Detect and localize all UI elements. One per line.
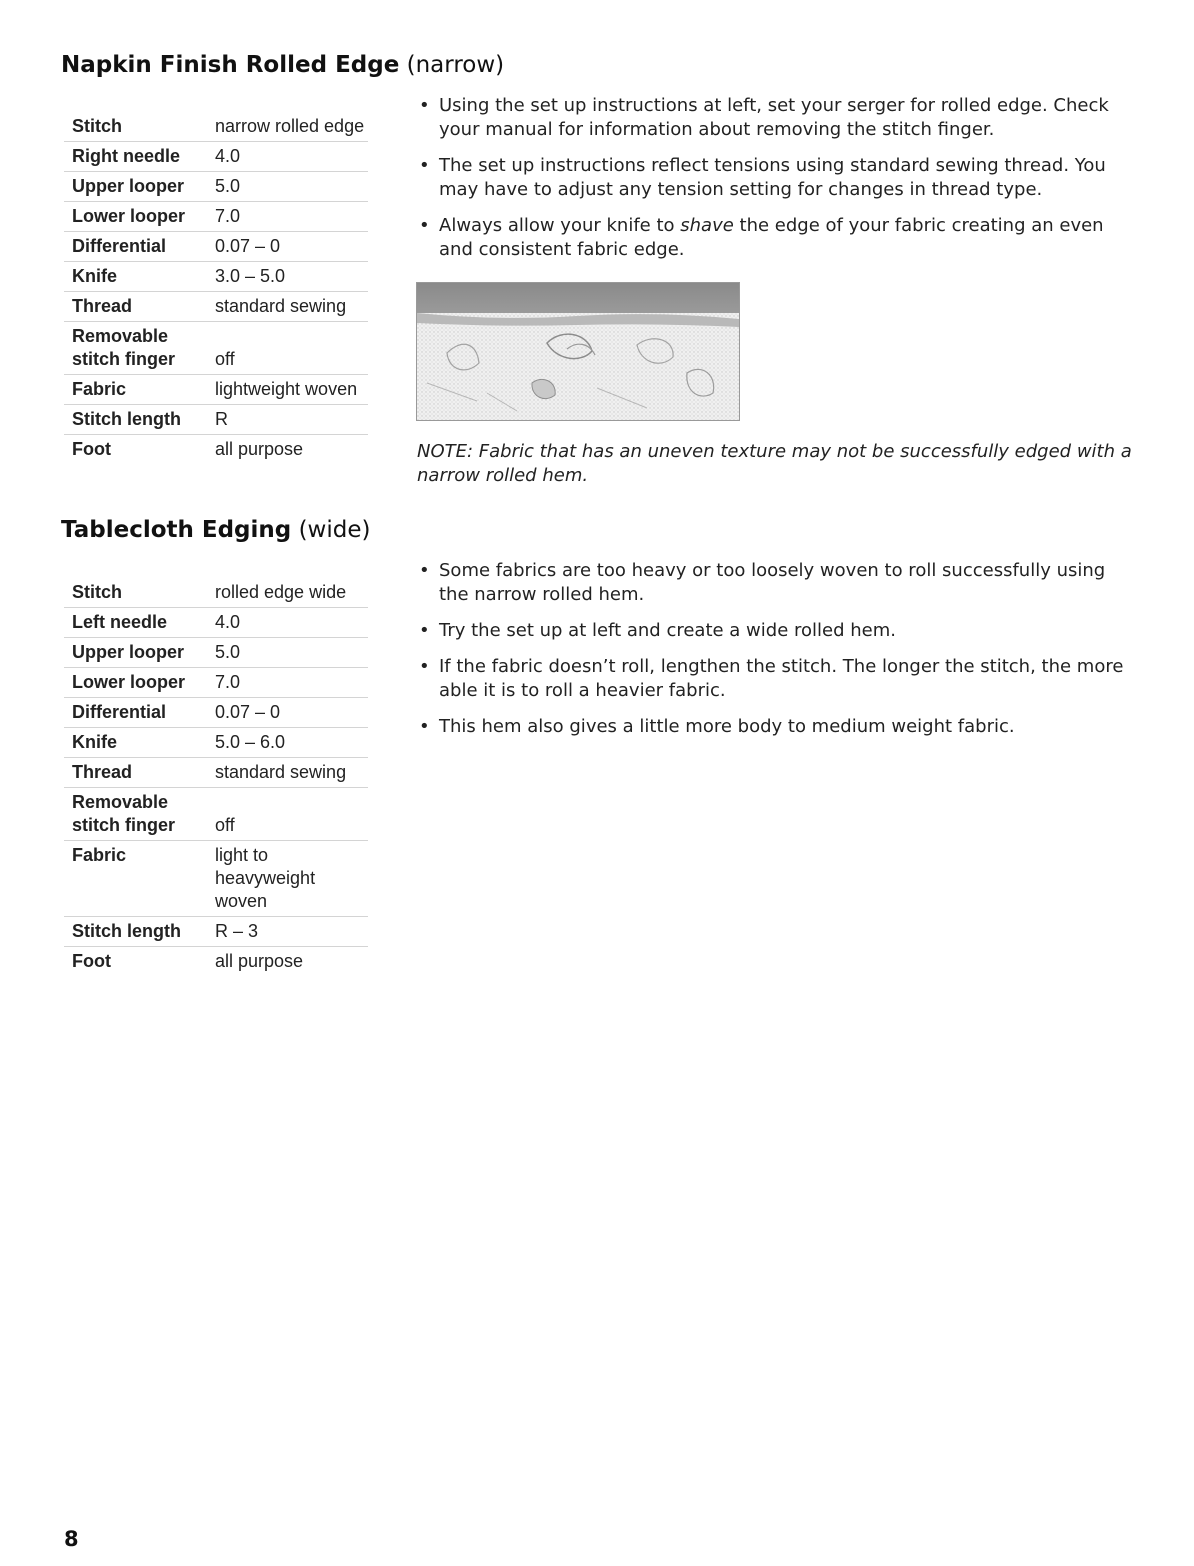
setting-label: Stitch — [72, 116, 123, 136]
setting-value: 4.0 — [215, 146, 241, 166]
settings-row — [64, 638, 368, 668]
bullet-text: The set up instructions reflect tensions using standard sewing thread. You may have to adjust any tension setting for changes in thread type. — [439, 155, 1106, 200]
setting-label: Knife — [72, 266, 117, 286]
page-number: 8 — [64, 1527, 79, 1551]
setting-label: Removable stitch finger — [72, 792, 176, 835]
napkin-instructions-list — [417, 94, 1137, 274]
settings-row — [64, 435, 368, 464]
list-item: • The set up instructions reflect tensions using standard sewing thread. You may have to adjust any tension setting for changes in thread type. — [419, 155, 1106, 200]
setting-label: Left needle — [72, 612, 168, 632]
settings-row — [64, 262, 368, 292]
settings-row — [64, 698, 368, 728]
settings-row — [64, 758, 368, 788]
settings-row — [64, 947, 368, 976]
list-item: • Using the set up instructions at left, set your serger for rolled edge. Check your manual for information about removing the stitch finger. — [419, 95, 1109, 140]
setting-value: standard sewing — [215, 296, 347, 316]
setting-label: Thread — [72, 296, 133, 316]
tablecloth-subtitle-text: (wide) — [298, 517, 371, 543]
napkin-section-title — [61, 52, 504, 78]
setting-label: Stitch length — [72, 409, 181, 429]
setting-label: Thread — [72, 762, 133, 782]
list-item: • Always allow your knife to shave the edge of your fabric creating an even and consistent fabric edge. — [419, 215, 1104, 260]
setting-value: 4.0 — [215, 612, 241, 632]
bullet-text: If the fabric doesn’t roll, lengthen the stitch. The longer the stitch, the more able it is to roll a heavier fabric. — [439, 656, 1124, 701]
setting-value: 5.0 — [215, 642, 241, 662]
setting-value: 5.0 – 6.0 — [215, 732, 286, 752]
setting-label: Foot — [72, 439, 111, 459]
setting-value: off — [215, 349, 235, 369]
settings-row — [64, 668, 368, 698]
setting-label: Stitch length — [72, 921, 181, 941]
bullet-text: Using the set up instructions at left, set your serger for rolled edge. Check your manual for information about removing the stitch finger. — [439, 95, 1109, 140]
setting-value: 0.07 – 0 — [215, 236, 281, 256]
tablecloth-section-title — [61, 517, 370, 543]
settings-row — [64, 172, 368, 202]
setting-value: all purpose — [215, 951, 304, 971]
settings-row — [64, 788, 368, 841]
setting-value: 0.07 – 0 — [215, 702, 281, 722]
setting-value: 7.0 — [215, 206, 241, 226]
setting-value: R — [215, 409, 228, 429]
bullet-text: This hem also gives a little more body to medium weight fabric. — [439, 716, 1015, 737]
settings-row — [64, 728, 368, 758]
setting-label: Upper looper — [72, 176, 185, 196]
settings-row — [64, 292, 368, 322]
bullet-text: Always allow your knife to shave the edge of your fabric creating an even and consistent fabric edge. — [439, 215, 1104, 260]
settings-row — [64, 232, 368, 262]
setting-label: Stitch — [72, 582, 123, 602]
setting-label: Right needle — [72, 146, 181, 166]
setting-label: Fabric — [72, 845, 127, 865]
tablecloth-settings-table — [64, 578, 368, 976]
settings-row — [64, 578, 368, 608]
setting-value: R – 3 — [215, 921, 259, 941]
setting-value: lightweight woven — [215, 379, 358, 399]
settings-row — [64, 375, 368, 405]
setting-value: all purpose — [215, 439, 304, 459]
note-text: NOTE: Fabric that has an uneven texture may not be successfully edged with a narrow rolled hem. — [417, 441, 1132, 486]
bullet-text: Try the set up at left and create a wide rolled hem. — [439, 620, 896, 641]
setting-label: Fabric — [72, 379, 127, 399]
setting-value: 3.0 – 5.0 — [215, 266, 286, 286]
settings-row — [64, 841, 368, 917]
napkin-subtitle-text: (narrow) — [406, 52, 505, 78]
settings-row — [64, 202, 368, 232]
setting-value: 7.0 — [215, 672, 241, 692]
tablecloth-title-text: Tablecloth Edging — [61, 517, 292, 543]
list-item: • If the fabric doesn’t roll, lengthen the stitch. The longer the stitch, the more able it is to roll a heavier fabric. — [419, 656, 1124, 701]
napkin-title-text: Napkin Finish Rolled Edge — [61, 52, 400, 78]
list-item: • Some fabrics are too heavy or too loosely woven to roll successfully using the narrow rolled hem. — [419, 560, 1106, 605]
setting-value: standard sewing — [215, 762, 347, 782]
settings-row — [64, 917, 368, 947]
setting-label: Removable stitch finger — [72, 326, 176, 369]
settings-row — [64, 405, 368, 435]
setting-value: narrow rolled edge — [215, 116, 365, 136]
setting-label: Upper looper — [72, 642, 185, 662]
rolled-edge-fabric-photo — [416, 282, 740, 421]
list-item: • This hem also gives a little more body to medium weight fabric. — [419, 716, 1015, 737]
setting-label: Knife — [72, 732, 117, 752]
napkin-settings-table — [64, 112, 368, 464]
setting-value: off — [215, 815, 235, 835]
setting-value: rolled edge wide — [215, 582, 347, 602]
tablecloth-instructions-list — [417, 559, 1137, 751]
setting-label: Differential — [72, 236, 167, 256]
setting-label: Lower looper — [72, 672, 186, 692]
setting-label: Foot — [72, 951, 111, 971]
settings-row — [64, 112, 368, 142]
bullet-text: Some fabrics are too heavy or too loosely woven to roll successfully using the narrow rolled hem. — [439, 560, 1106, 605]
setting-label: Differential — [72, 702, 167, 722]
list-item: • Try the set up at left and create a wide rolled hem. — [419, 620, 896, 641]
setting-value: 5.0 — [215, 176, 241, 196]
settings-row — [64, 322, 368, 375]
setting-value: light to heavyweight woven — [215, 845, 316, 911]
settings-row — [64, 142, 368, 172]
setting-label: Lower looper — [72, 206, 186, 226]
settings-row — [64, 608, 368, 638]
